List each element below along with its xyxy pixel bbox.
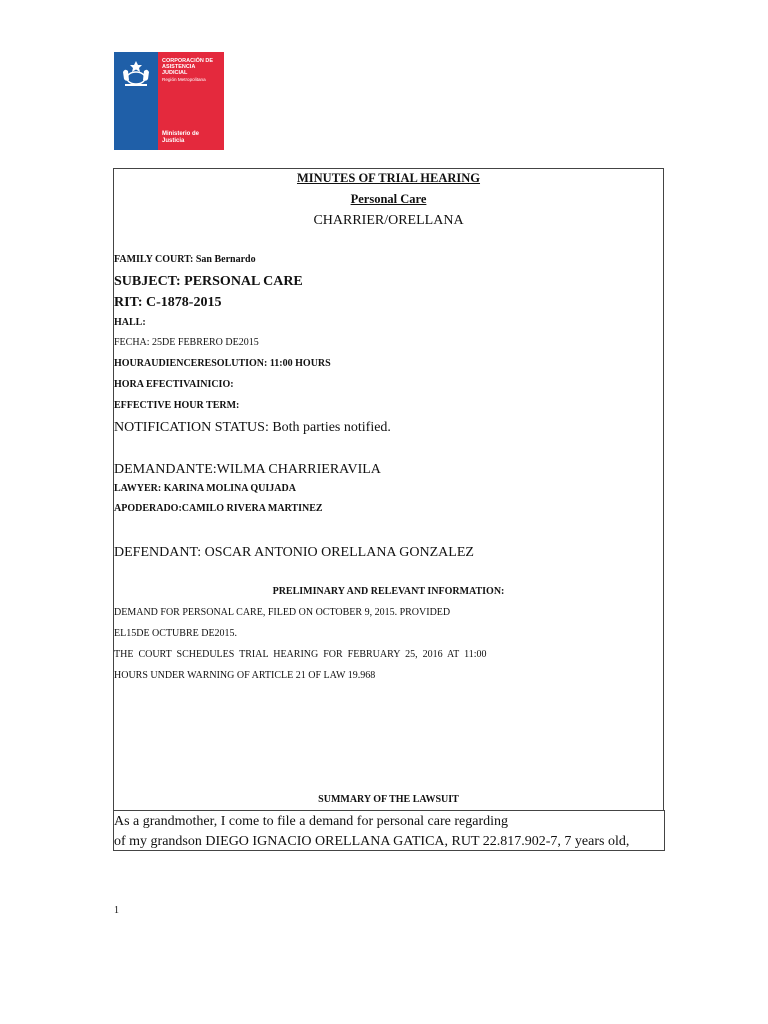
summary-heading: SUMMARY OF THE LAWSUIT bbox=[318, 794, 459, 805]
notification-status bbox=[114, 420, 391, 436]
summary-line-2: of my grandson DIEGO IGNACIO ORELLANA GATICA, RUT 22.817.902-7, 7 years old, bbox=[114, 834, 630, 849]
hall: HALL: bbox=[114, 317, 146, 328]
preliminary-line-3: THE COURT SCHEDULES TRIAL HEARING FOR FEBRUARY 25, 2016 AT 11:00 bbox=[114, 649, 487, 660]
organization-logo bbox=[114, 52, 224, 150]
demandante: DEMANDANTE:WILMA CHARRIERAVILA bbox=[114, 462, 381, 477]
logo-org-line4: Región Metropolitana bbox=[162, 77, 206, 82]
family-court: FAMILY COURT: San Bernardo bbox=[114, 254, 256, 265]
subject: SUBJECT: PERSONAL CARE bbox=[114, 274, 303, 289]
logo-org-line1: CORPORACIÓN DE bbox=[162, 58, 214, 64]
logo-org-line3: JUDICIAL bbox=[162, 70, 188, 76]
coat-of-arms-icon bbox=[119, 58, 153, 88]
preliminary-line-1: DEMAND FOR PERSONAL CARE, FILED ON OCTOBER 9, 2015. PROVIDED bbox=[114, 607, 451, 618]
fecha: FECHA: 25DE FEBRERO DE2015 bbox=[114, 337, 259, 348]
logo-ministry-line2: Justicia bbox=[162, 138, 185, 144]
document-title: MINUTES OF TRIAL HEARING bbox=[296, 171, 481, 185]
preliminary-line-4: HOURS UNDER WARNING OF ARTICLE 21 OF LAW 19.968 bbox=[114, 670, 376, 681]
logo-blue-panel bbox=[114, 52, 158, 150]
hora-efectiva-inicio: HORA EFECTIVAINICIO: bbox=[114, 379, 234, 390]
logo-org-line2: ASISTENCIA bbox=[162, 64, 196, 70]
case-parties: CHARRIER/ORELLANA bbox=[313, 213, 464, 228]
hour-resolution: HOURAUDIENCERESOLUTION: 11:00 HOURS bbox=[114, 358, 331, 369]
effective-hour-term: EFFECTIVE HOUR TERM: bbox=[114, 400, 240, 411]
summary-line-1: As a grandmother, I come to file a demand for personal care regarding bbox=[114, 814, 508, 829]
notification-label: NOTIFICATION STATUS: bbox=[114, 420, 269, 435]
logo-ministry-line1: Ministerio de bbox=[162, 131, 200, 137]
preliminary-line-2: EL15DE OCTUBRE DE2015. bbox=[114, 628, 238, 639]
lawyer: LAWYER: KARINA MOLINA QUIJADA bbox=[114, 483, 296, 494]
apoderado: APODERADO:CAMILO RIVERA MARTINEZ bbox=[114, 503, 323, 514]
notification-value: Both parties notified. bbox=[268, 420, 391, 435]
document-subtitle: Personal Care bbox=[350, 192, 427, 206]
defendant: DEFENDANT: OSCAR ANTONIO ORELLANA GONZALEZ bbox=[114, 545, 474, 560]
preliminary-heading: PRELIMINARY AND RELEVANT INFORMATION: bbox=[272, 586, 505, 597]
rit-number: RIT: C-1878-2015 bbox=[114, 295, 222, 310]
page-footnote: 1 bbox=[114, 905, 119, 916]
